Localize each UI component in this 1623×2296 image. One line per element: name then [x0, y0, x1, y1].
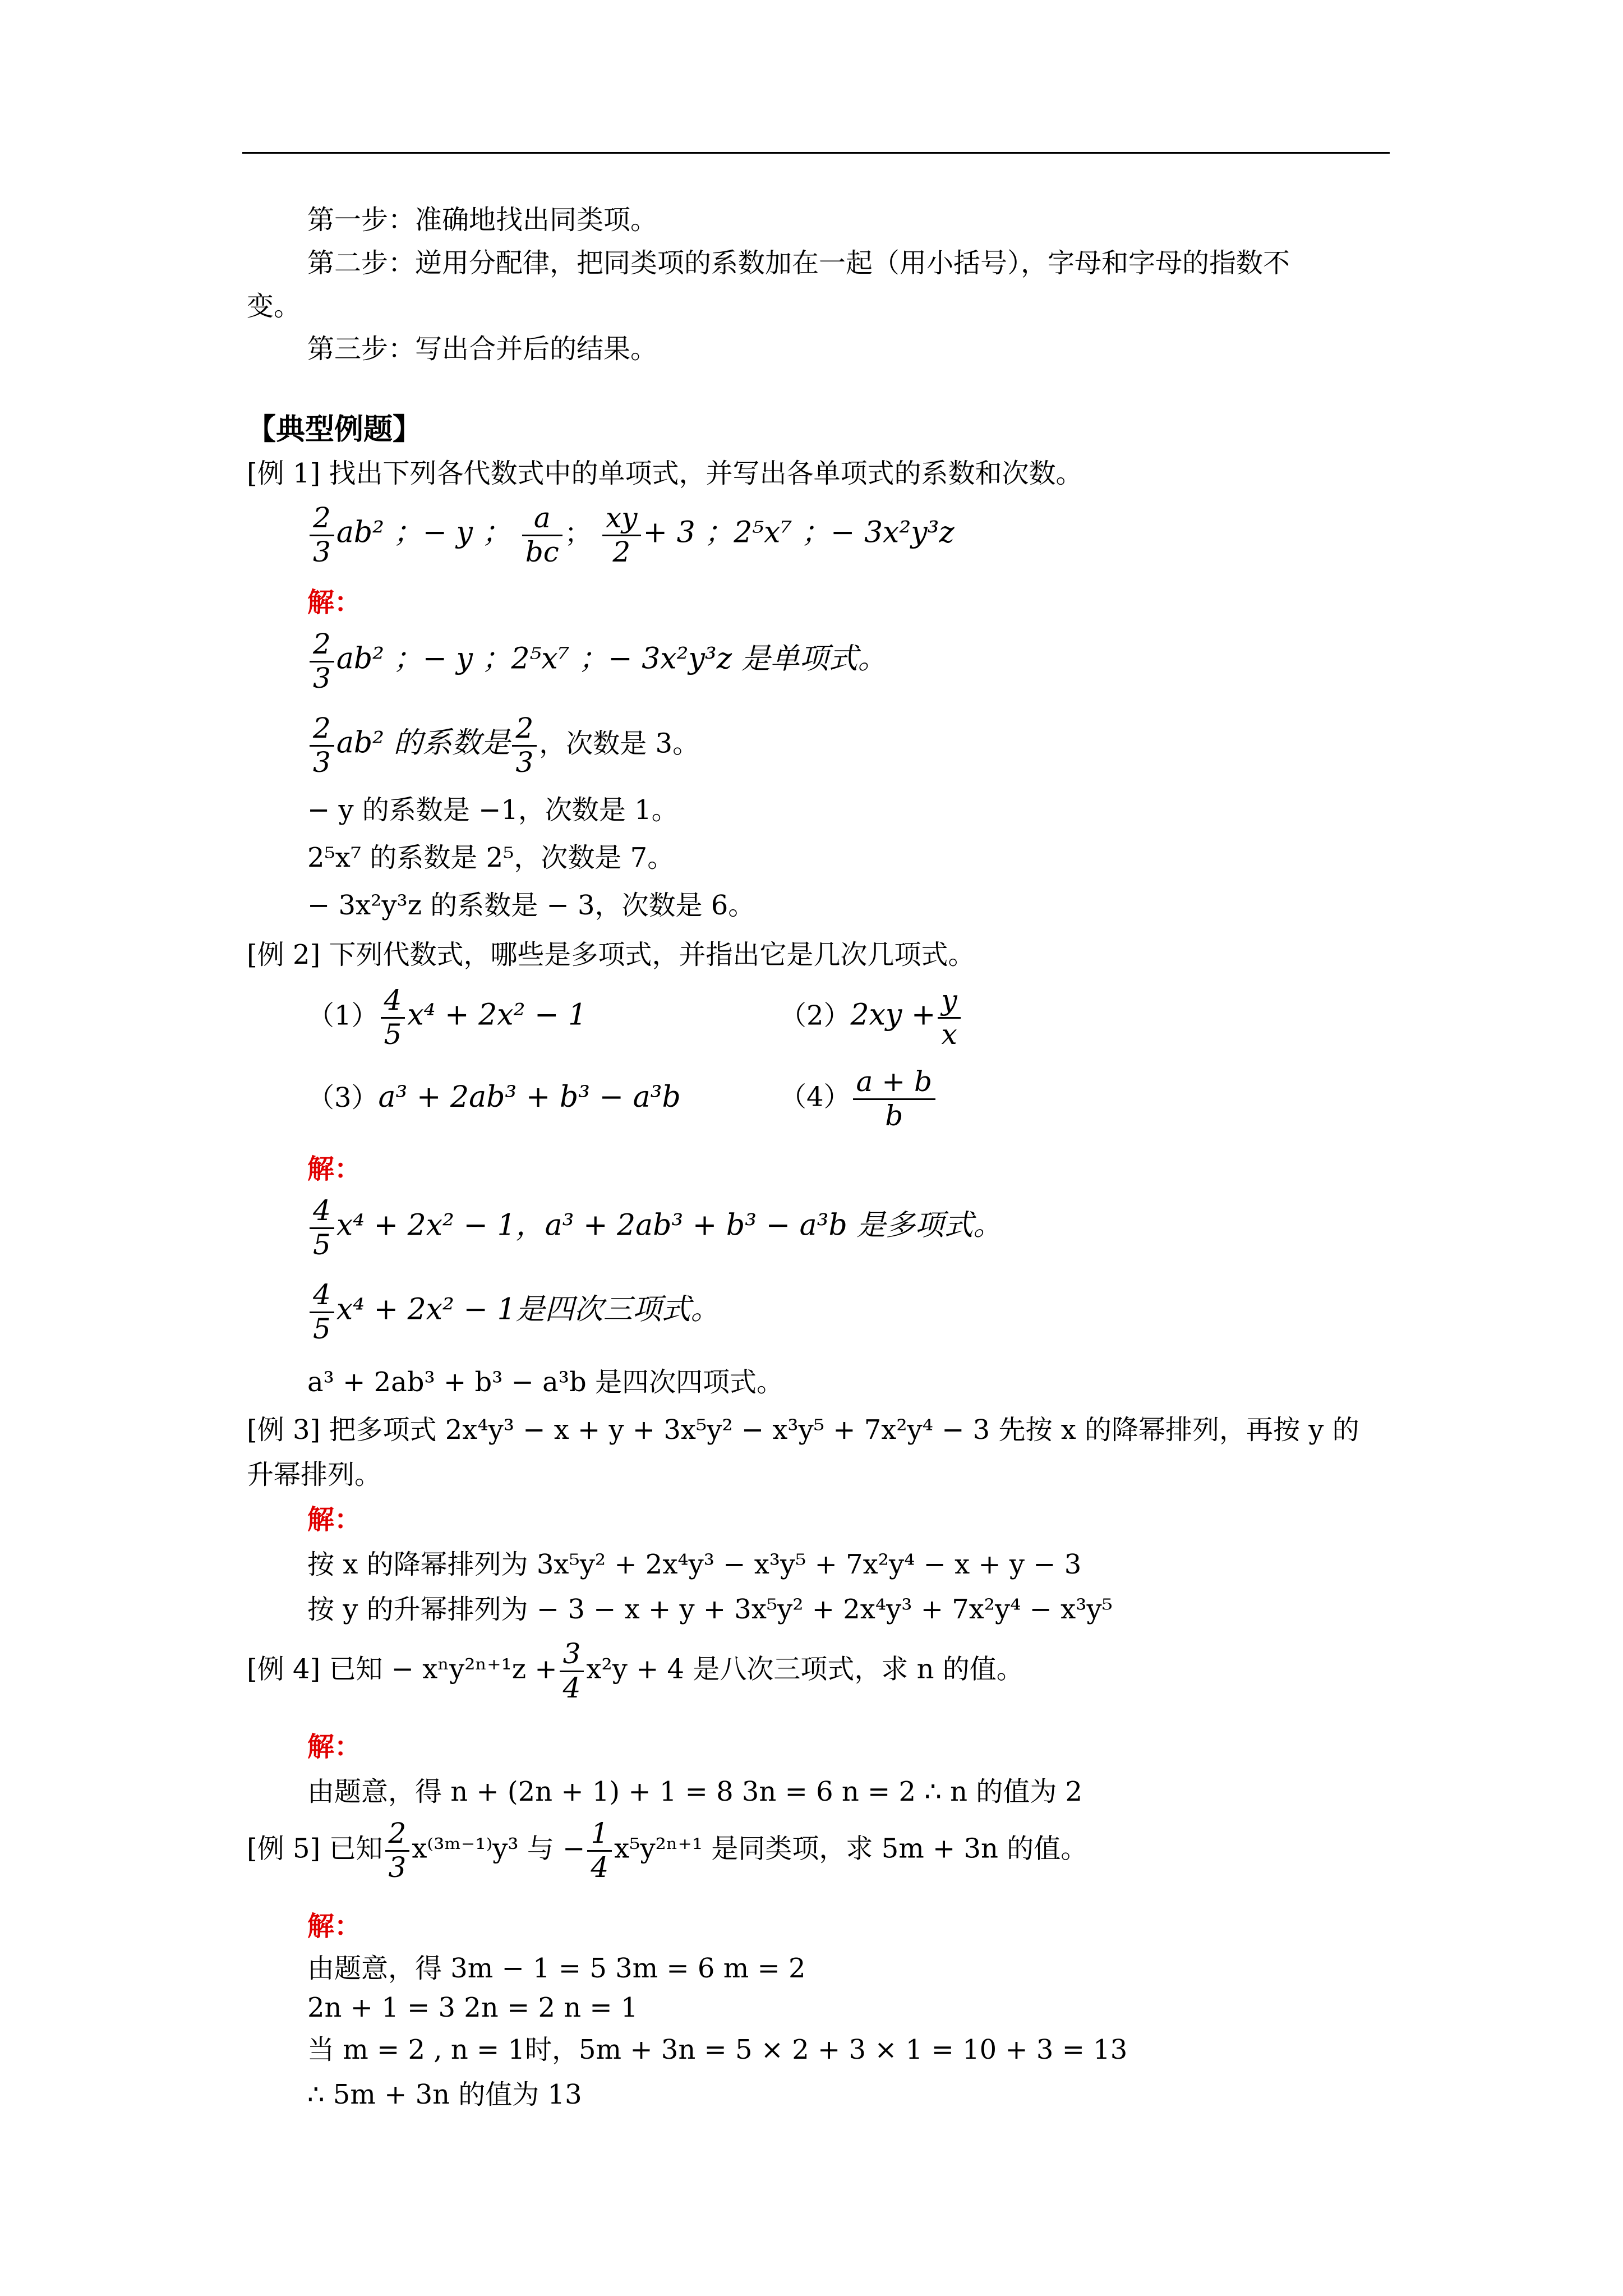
header-rule — [242, 152, 1390, 154]
step-1: 第一步：准确地找出同类项。 — [307, 204, 658, 236]
fraction: $\frac{2}{3}$ — [310, 502, 334, 568]
example-3-solution-1: 按 x 的降幂排列为 3x⁵y² + 2x⁴y³ − x³y⁵ + 7x²y⁴ − x + y − 3 — [307, 1549, 1082, 1580]
fraction: $\frac{a + b}{b}$ — [853, 1066, 936, 1132]
example-2-solution-1: $\frac{4}{5}$ x⁴ + 2x² − 1，a³ + 2ab³ + b³ − a³b 是多项式。 — [307, 1195, 1002, 1261]
fraction: $\frac{4}{5}$ — [310, 1279, 334, 1345]
example-4-solution-1: 由题意，得 n + (2n + 1) + 1 = 8 3n = 6 n = 2 ∴ n 的值为 2 — [307, 1776, 1083, 1807]
example-2-item-4: （4） $\frac{a + b}{b}$ — [780, 1066, 938, 1132]
example-2-item-2: （2）2xy + $\frac{y}{x}$ — [780, 984, 963, 1051]
example-5-solution-2: 2n + 1 = 3 2n = 2 n = 1 — [307, 1992, 638, 2023]
example-3-solution-2: 按 y 的升幂排列为 − 3 − x + y + 3x⁵y² + 2x⁴y³ + 7x²y⁴ − x³y⁵ — [307, 1594, 1113, 1625]
fraction: $\frac{2}{3}$ — [385, 1818, 410, 1884]
solution-label: 解： — [307, 1504, 362, 1535]
step-2-line-1: 第二步：逆用分配律，把同类项的系数加在一起（用小括号），字母和字母的指数不 — [307, 247, 1290, 279]
step-2-line-2: 变。 — [247, 291, 301, 322]
example-1-solution-4: 2⁵x⁷ 的系数是 2⁵，次数是 7。 — [307, 842, 675, 873]
example-1-prompt: [例 1] 找出下列各代数式中的单项式，并写出各单项式的系数和次数。 — [247, 458, 1083, 489]
fraction: $\frac{2}{3}$ — [512, 712, 537, 779]
section-heading: 【典型例题】 — [247, 412, 422, 447]
fraction: $\frac{2}{3}$ — [310, 628, 334, 694]
example-3-prompt-line-2: 升幂排列。 — [247, 1459, 382, 1490]
example-4-prompt: [例 4] 已知 − xⁿy²ⁿ⁺¹z + $\frac{3}{4}$ x²y + 4 是八次三项式，求 n 的值。 — [247, 1637, 1023, 1704]
fraction: $\frac{xy}{2}$ — [602, 502, 640, 568]
example-5-solution-3: 当 m = 2 , n = 1时，5m + 3n = 5 × 2 + 3 × 1 = 10 + 3 = 13 — [307, 2034, 1128, 2065]
solution-label: 解： — [307, 1153, 362, 1185]
solution-label: 解： — [307, 1911, 362, 1942]
example-2-item-1: （1） $\frac{4}{5}$ x⁴ + 2x² − 1 — [307, 984, 587, 1051]
solution-label: 解： — [307, 1731, 362, 1763]
fraction: $\frac{4}{5}$ — [381, 984, 405, 1051]
example-2-solution-3: a³ + 2ab³ + b³ − a³b 是四次四项式。 — [307, 1366, 784, 1398]
example-5-solution-4: ∴ 5m + 3n 的值为 13 — [307, 2079, 582, 2110]
example-2-solution-2: $\frac{4}{5}$ x⁴ + 2x² − 1是四次三项式。 — [307, 1279, 720, 1345]
example-5-solution-1: 由题意，得 3m − 1 = 5 3m = 6 m = 2 — [307, 1953, 806, 1984]
fraction: $\frac{4}{5}$ — [310, 1195, 334, 1261]
example-1-solution-3: − y 的系数是 −1，次数是 1。 — [307, 794, 679, 826]
step-3: 第三步：写出合并后的结果。 — [307, 333, 658, 365]
example-1-solution-5: − 3x²y³z 的系数是 − 3，次数是 6。 — [307, 890, 755, 921]
example-1-solution-1: $\frac{2}{3}$ ab² ；− y ；2⁵x⁷ ；− 3x²y³z 是单项式。 — [307, 628, 887, 694]
example-5-prompt: [例 5] 已知 $\frac{2}{3}$ x⁽³ᵐ⁻¹⁾y³ 与 − $\frac{1}{4}$ x⁵y²ⁿ⁺¹ 是同类项，求 5m + 3n 的值。 — [247, 1817, 1088, 1884]
fraction: $\frac{y}{x}$ — [938, 984, 960, 1051]
fraction: $\frac{2}{3}$ — [310, 712, 334, 779]
example-2-item-3: （3）a³ + 2ab³ + b³ − a³b — [307, 1080, 681, 1114]
fraction: $\frac{1}{4}$ — [587, 1818, 612, 1884]
fraction: $\frac{3}{4}$ — [560, 1638, 584, 1704]
fraction: $\frac{a}{bc}$ — [522, 502, 562, 568]
example-1-expressions: $\frac{2}{3}$ ab² ；− y ； $\frac{a}{bc}$ ； $\frac{xy}{2}$ + 3 ；2⁵x⁷ ；− 3x²y³z — [307, 502, 955, 568]
solution-label: 解： — [307, 587, 362, 618]
example-1-solution-2: $\frac{2}{3}$ ab² 的系数是 $\frac{2}{3}$ ，次数是 3。 — [307, 712, 699, 779]
example-2-prompt: [例 2] 下列代数式，哪些是多项式，并指出它是几次几项式。 — [247, 939, 975, 970]
example-3-prompt-line-1: [例 3] 把多项式 2x⁴y³ − x + y + 3x⁵y² − x³y⁵ + 7x²y⁴ − 3 先按 x 的降幂排列，再按 y 的 — [247, 1414, 1359, 1446]
